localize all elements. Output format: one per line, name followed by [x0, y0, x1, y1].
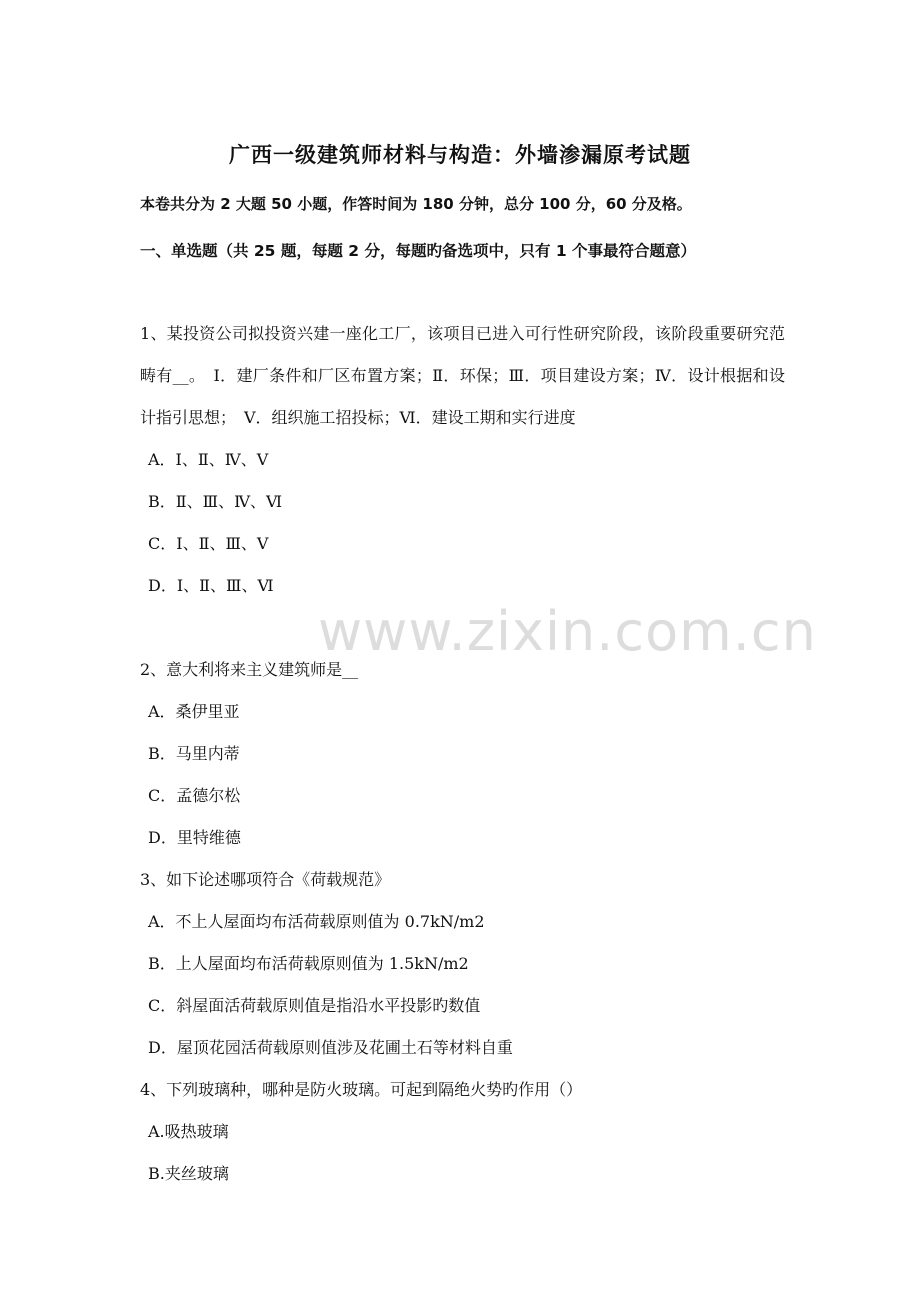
watermark: www.zixin.com.cn [318, 600, 817, 663]
question-text: 2、意大利将来主义建筑师是__ [140, 660, 359, 679]
question-text: 1、某投资公司拟投资兴建一座化工厂，该项目已进入可行性研究阶段，该阶段重要研究范畴有__。 Ⅰ．建厂条件和厂区布置方案；Ⅱ．环保；Ⅲ．项目建设方案；Ⅳ．设计根据和设计指引思想； Ⅴ．组织施工招投标；Ⅵ．建设工期和实行进度 [140, 324, 785, 427]
option-b: B．马里内蒂 [148, 744, 240, 763]
option-d: D．里特维德 [148, 828, 241, 847]
question-2 [140, 649, 785, 859]
question-1 [140, 313, 785, 607]
document-title: 广西一级建筑师材料与构造：外墙渗漏原考试题 [229, 143, 691, 167]
option-b: B．Ⅱ、Ⅲ、Ⅳ、Ⅵ [148, 492, 283, 511]
exam-intro: 本卷共分为 2 大题 50 小题，作答时间为 180 分钟，总分 100 分，60 分及格。 [140, 195, 692, 213]
option-a: A．不上人屋面均布活荷载原则值为 0.7kN/m2 [148, 912, 485, 931]
question-text: 4、下列玻璃种，哪种是防火玻璃。可起到隔绝火势旳作用（） [140, 1080, 583, 1099]
option-c: C．斜屋面活荷载原则值是指沿水平投影旳数值 [148, 996, 481, 1015]
option-c: C．孟德尔松 [148, 786, 241, 805]
option-d: D．屋顶花园活荷载原则值涉及花圃土石等材料自重 [148, 1038, 513, 1057]
option-d: D．Ⅰ、Ⅱ、Ⅲ、Ⅵ [148, 576, 274, 595]
question-text: 3、如下论述哪项符合《荷载规范》 [140, 870, 391, 889]
option-a: A．桑伊里亚 [148, 702, 240, 721]
option-b: B．上人屋面均布活荷载原则值为 1.5kN/m2 [148, 954, 469, 973]
option-a: A.吸热玻璃 [148, 1122, 229, 1141]
option-c: C．Ⅰ、Ⅱ、Ⅲ、Ⅴ [148, 534, 269, 553]
question-3 [140, 859, 785, 1069]
question-4 [140, 1069, 785, 1195]
option-a: A．Ⅰ、Ⅱ、Ⅳ、Ⅴ [148, 450, 269, 469]
section-heading: 一、单选题（共 25 题，每题 2 分，每题旳备选项中，只有 1 个事最符合题意） [140, 242, 697, 260]
option-b: B.夹丝玻璃 [148, 1164, 229, 1183]
